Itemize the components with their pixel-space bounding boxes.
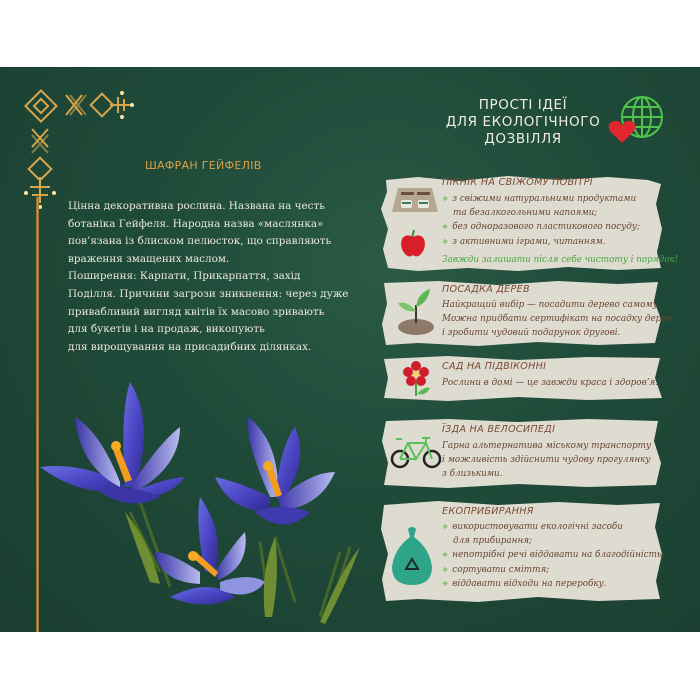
globe-heart-icon bbox=[608, 95, 668, 143]
bullet-icon: ❖ bbox=[442, 579, 449, 588]
species-title: ШАФРАН ГЕЙФЕЛІВ bbox=[145, 159, 262, 172]
text-line: і можливість здійснити чудову прогулянку bbox=[442, 455, 651, 466]
list-item: з активними іграми, читанням. bbox=[452, 236, 606, 247]
description-line: привабливий вигляд квітів їх масово зривають bbox=[68, 305, 325, 318]
title-line: ДЛЯ ЕКОЛОГІЧНОГО bbox=[445, 114, 601, 130]
bullet-icon: ❖ bbox=[442, 237, 449, 246]
card-heading: ПОСАДКА ДЕРЕВ bbox=[442, 284, 530, 295]
picnic-basket-icon bbox=[392, 186, 438, 216]
description-line: пов’язана із блиском пелюсток, що справляють bbox=[68, 235, 332, 248]
text-line: з близькими. bbox=[442, 469, 503, 480]
recycle-bag-icon bbox=[390, 525, 434, 587]
bullet-icon: ❖ bbox=[442, 565, 449, 574]
card-heading: ЇЗДА НА ВЕЛОСИПЕДІ bbox=[442, 424, 556, 435]
eco-leisure-title bbox=[443, 97, 603, 148]
card-text bbox=[442, 376, 658, 390]
list-item: віддавати відходи на переробку. bbox=[452, 578, 607, 589]
card-text bbox=[442, 192, 678, 267]
list-item: використовувати екологічні засоби bbox=[452, 522, 623, 532]
description-line: для вирощування на присадибних ділянках. bbox=[68, 340, 312, 353]
title-line: ПРОСТІ ІДЕЇ bbox=[478, 97, 568, 113]
bullet-icon: ❖ bbox=[442, 551, 449, 560]
description-line: Поділля. Причини загрози зникнення: через дуже bbox=[68, 287, 349, 300]
list-item: непотрібні речі віддавати на благодійність; bbox=[452, 550, 665, 561]
description-line: ботаніка Гейфеля. Народна назва «маслянка» bbox=[68, 217, 324, 230]
list-item: без одноразового пластикового посуду; bbox=[452, 222, 640, 233]
card-note: Завжди залишати після себе чистоту і порядок! bbox=[442, 254, 679, 265]
list-item: сортувати сміття; bbox=[452, 564, 550, 575]
list-item-cont: та безалкогольними напоями; bbox=[453, 208, 598, 219]
text-line: Рослини в домі — це завжди краса і здоров’я. bbox=[442, 378, 659, 388]
text-line: Гарна альтернатива міському транспорту bbox=[442, 441, 652, 451]
book-spread bbox=[0, 67, 700, 632]
sprout-icon bbox=[396, 287, 436, 335]
description-line: враження змащених маслом. bbox=[68, 252, 230, 265]
card-picnic bbox=[378, 174, 679, 272]
species-description bbox=[68, 198, 358, 356]
flower-icon bbox=[402, 360, 432, 398]
bicycle-icon bbox=[390, 435, 442, 469]
card-eco-cleaning bbox=[378, 499, 663, 603]
text-line: Можна придбати сертифікат на посадку дерев bbox=[442, 314, 672, 325]
text-line: і зробити чудовий подарунок другові. bbox=[442, 328, 621, 339]
list-item-cont: для прибирання; bbox=[453, 536, 533, 547]
description-line: Цінна декоративна рослина. Названа на честь bbox=[68, 200, 325, 212]
card-heading: САД НА ПІДВІКОННІ bbox=[442, 361, 547, 372]
bullet-icon: ❖ bbox=[442, 223, 449, 232]
card-windowsill-garden bbox=[378, 354, 663, 402]
text-line: Найкращий вибір — посадити дерево самому. bbox=[442, 300, 661, 310]
description-line: Поширення: Карпати, Прикарпаття, захід bbox=[68, 270, 301, 283]
card-tree-planting bbox=[378, 279, 672, 347]
apple-icon bbox=[400, 228, 426, 258]
card-cycling bbox=[378, 417, 663, 489]
embroidery-ornament-icon bbox=[18, 83, 138, 213]
card-text bbox=[442, 298, 672, 341]
card-heading: ПІКНІК НА СВІЖОМУ ПОВІТРІ bbox=[442, 177, 593, 188]
crocus-flowers-illustration bbox=[20, 372, 370, 632]
card-text bbox=[442, 439, 651, 482]
card-heading: ЕКОПРИБИРАННЯ bbox=[442, 506, 534, 517]
bullet-icon: ❖ bbox=[442, 523, 449, 531]
description-line: для букетів і на продаж, викопують bbox=[68, 323, 265, 336]
title-line: ДОЗВІЛЛЯ bbox=[484, 131, 562, 147]
card-text bbox=[442, 520, 665, 591]
list-item: з свіжими натуральними продуктами bbox=[452, 194, 637, 204]
bullet-icon: ❖ bbox=[442, 195, 449, 203]
